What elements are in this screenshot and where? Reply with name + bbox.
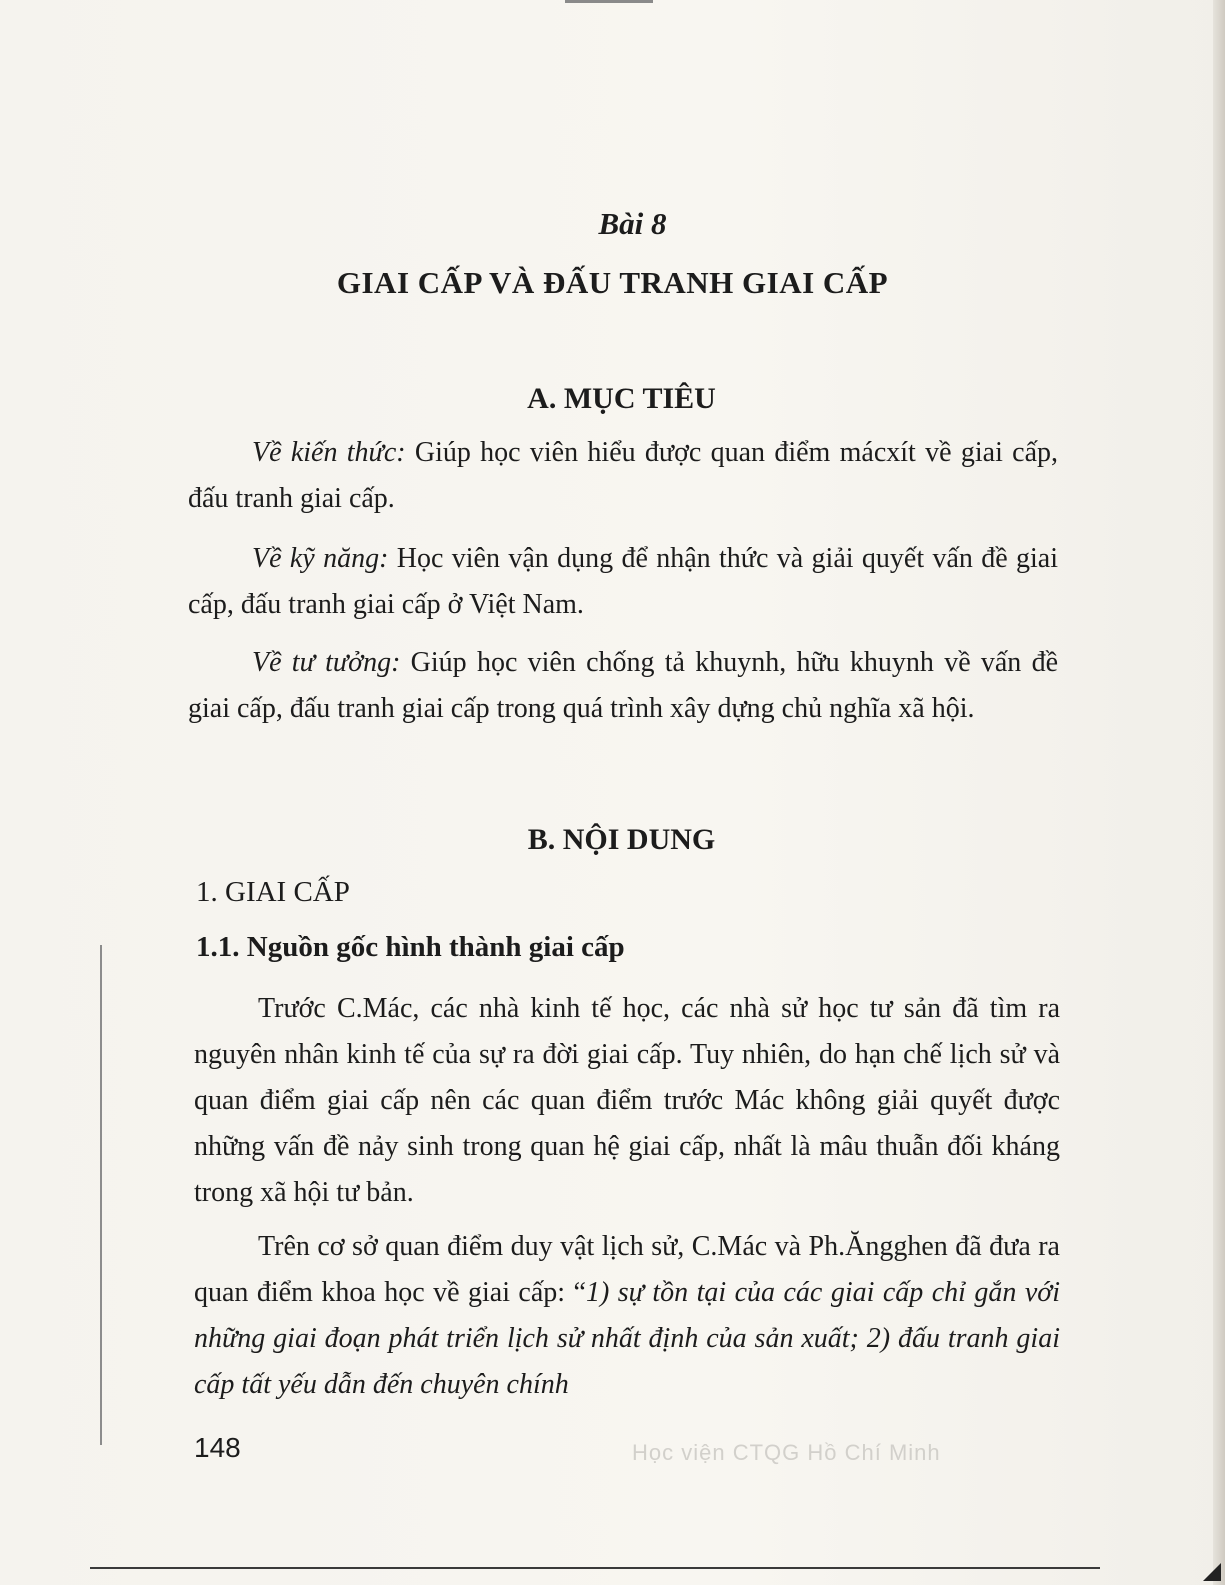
objective-skill (188, 536, 1058, 628)
subsubsection-heading: 1.1. Nguồn gốc hình thành giai cấp (196, 931, 625, 963)
section-a-heading: A. MỤC TIÊU (527, 382, 716, 415)
margin-rule (100, 945, 102, 1445)
section-b-heading: B. NỘI DUNG (527, 823, 716, 856)
corner-mark (1203, 1563, 1221, 1581)
objective-attitude (188, 640, 1058, 732)
objective-text: Giúp học viên chống tả khuynh, hữu khuynh về vấn đề giai cấp, đấu tranh giai cấp trong quá trình xây dựng chủ nghĩa xã hội. (188, 647, 1058, 724)
paragraph-quote: 1) sự tồn tại của các giai cấp chỉ gắn với những giai đoạn phát triển lịch sử nhất định của sản xuất; 2) đấu tranh giai cấp tất yếu dẫn đến chuyên chính (194, 1277, 1060, 1400)
objective-knowledge (188, 430, 1058, 522)
bottom-edge-line (90, 1567, 1100, 1569)
objective-text: Học viên vận dụng để nhận thức và giải quyết vấn đề giai cấp, đấu tranh giai cấp ở Việt Nam. (188, 543, 1058, 620)
objective-text: Giúp học viên hiểu được quan điểm mácxít về giai cấp, đấu tranh giai cấp. (188, 437, 1058, 514)
objective-label: Về kiến thức: (252, 437, 406, 468)
watermark: Học viện CTQG Hồ Chí Minh (632, 1440, 941, 1465)
top-edge-line (565, 0, 653, 3)
chapter-title: GIAI CẤP VÀ ĐẤU TRANH GIAI CẤP (336, 265, 889, 300)
paragraph-text: Trên cơ sở quan điểm duy vật lịch sử, C.Mác và Ph.Ăngghen đã đưa ra quan điểm khoa học về giai cấp: “ (194, 1231, 1060, 1308)
body-paragraph-2 (194, 1224, 1060, 1408)
page-number: 148 (194, 1432, 241, 1463)
lesson-label: Bài 8 (598, 206, 667, 241)
objective-label: Về tư tưởng: (252, 647, 401, 678)
objective-label: Về kỹ năng: (252, 543, 389, 574)
subsection-heading: 1. GIAI CẤP (196, 876, 350, 908)
body-paragraph-1: Trước C.Mác, các nhà kinh tế học, các nhà sử học tư sản đã tìm ra nguyên nhân kinh tế của sự ra đời giai cấp. Tuy nhiên, do hạn chế lịch sử và quan điểm giai cấp nên các quan điểm trước Mác không giải quyết được những vấn đề nảy sinh trong quan hệ giai cấp, nhất là mâu thuẫn đối kháng trong xã hội tư bản. (194, 993, 1060, 1208)
